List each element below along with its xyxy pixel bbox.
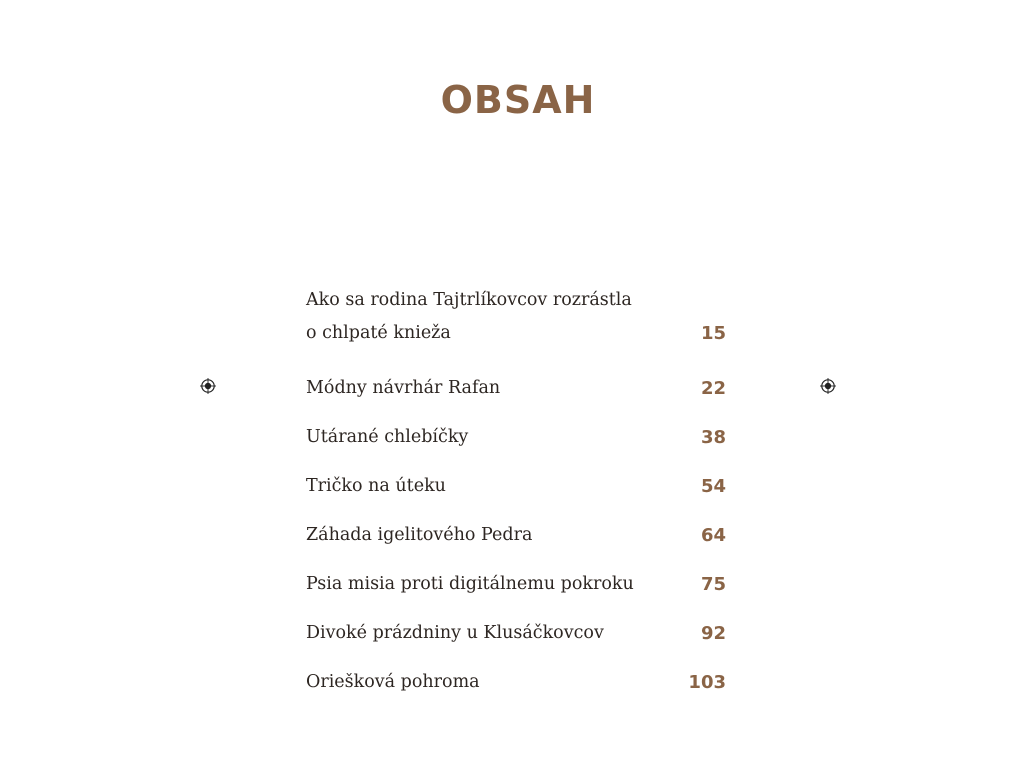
table-of-contents bbox=[306, 284, 726, 709]
toc-entry[interactable] bbox=[306, 660, 726, 709]
toc-entry-title: Záhada igelitového Pedra bbox=[306, 525, 533, 545]
toc-entry-page-number: 64 bbox=[700, 525, 726, 546]
toc-entry[interactable] bbox=[306, 562, 726, 611]
toc-entry-page-number: 92 bbox=[700, 623, 726, 644]
toc-entry-page-number: 75 bbox=[700, 574, 726, 595]
toc-entry-page-number: 22 bbox=[700, 378, 726, 399]
toc-entry-title: Utárané chlebíčky bbox=[306, 427, 469, 447]
toc-entry-title: Ako sa rodina Tajtrlíkovcov rozrástla o chlpaté knieža bbox=[306, 290, 632, 343]
toc-entry-page-number: 54 bbox=[700, 476, 726, 497]
toc-entry-page-number: 38 bbox=[700, 427, 726, 448]
toc-entry-page-number: 103 bbox=[688, 672, 726, 693]
toc-entry[interactable] bbox=[306, 464, 726, 513]
toc-entry-title: Tričko na úteku bbox=[306, 476, 446, 496]
toc-entry[interactable] bbox=[306, 513, 726, 562]
registration-mark-icon bbox=[200, 378, 216, 394]
toc-entry[interactable] bbox=[306, 415, 726, 464]
toc-entry-title: Módny návrhár Rafan bbox=[306, 378, 501, 398]
toc-entry-title: Psia misia proti digitálnemu pokroku bbox=[306, 574, 634, 594]
registration-mark-icon bbox=[820, 378, 836, 394]
toc-entry-title: Oriešková pohroma bbox=[306, 672, 480, 692]
toc-entry[interactable] bbox=[306, 611, 726, 660]
toc-entry-title: Divoké prázdniny u Klusáčkovcov bbox=[306, 623, 604, 643]
toc-entry[interactable] bbox=[306, 284, 726, 366]
page-title: OBSAH bbox=[440, 78, 596, 122]
toc-entry[interactable] bbox=[306, 366, 726, 415]
toc-entry-page-number: 15 bbox=[700, 323, 726, 344]
